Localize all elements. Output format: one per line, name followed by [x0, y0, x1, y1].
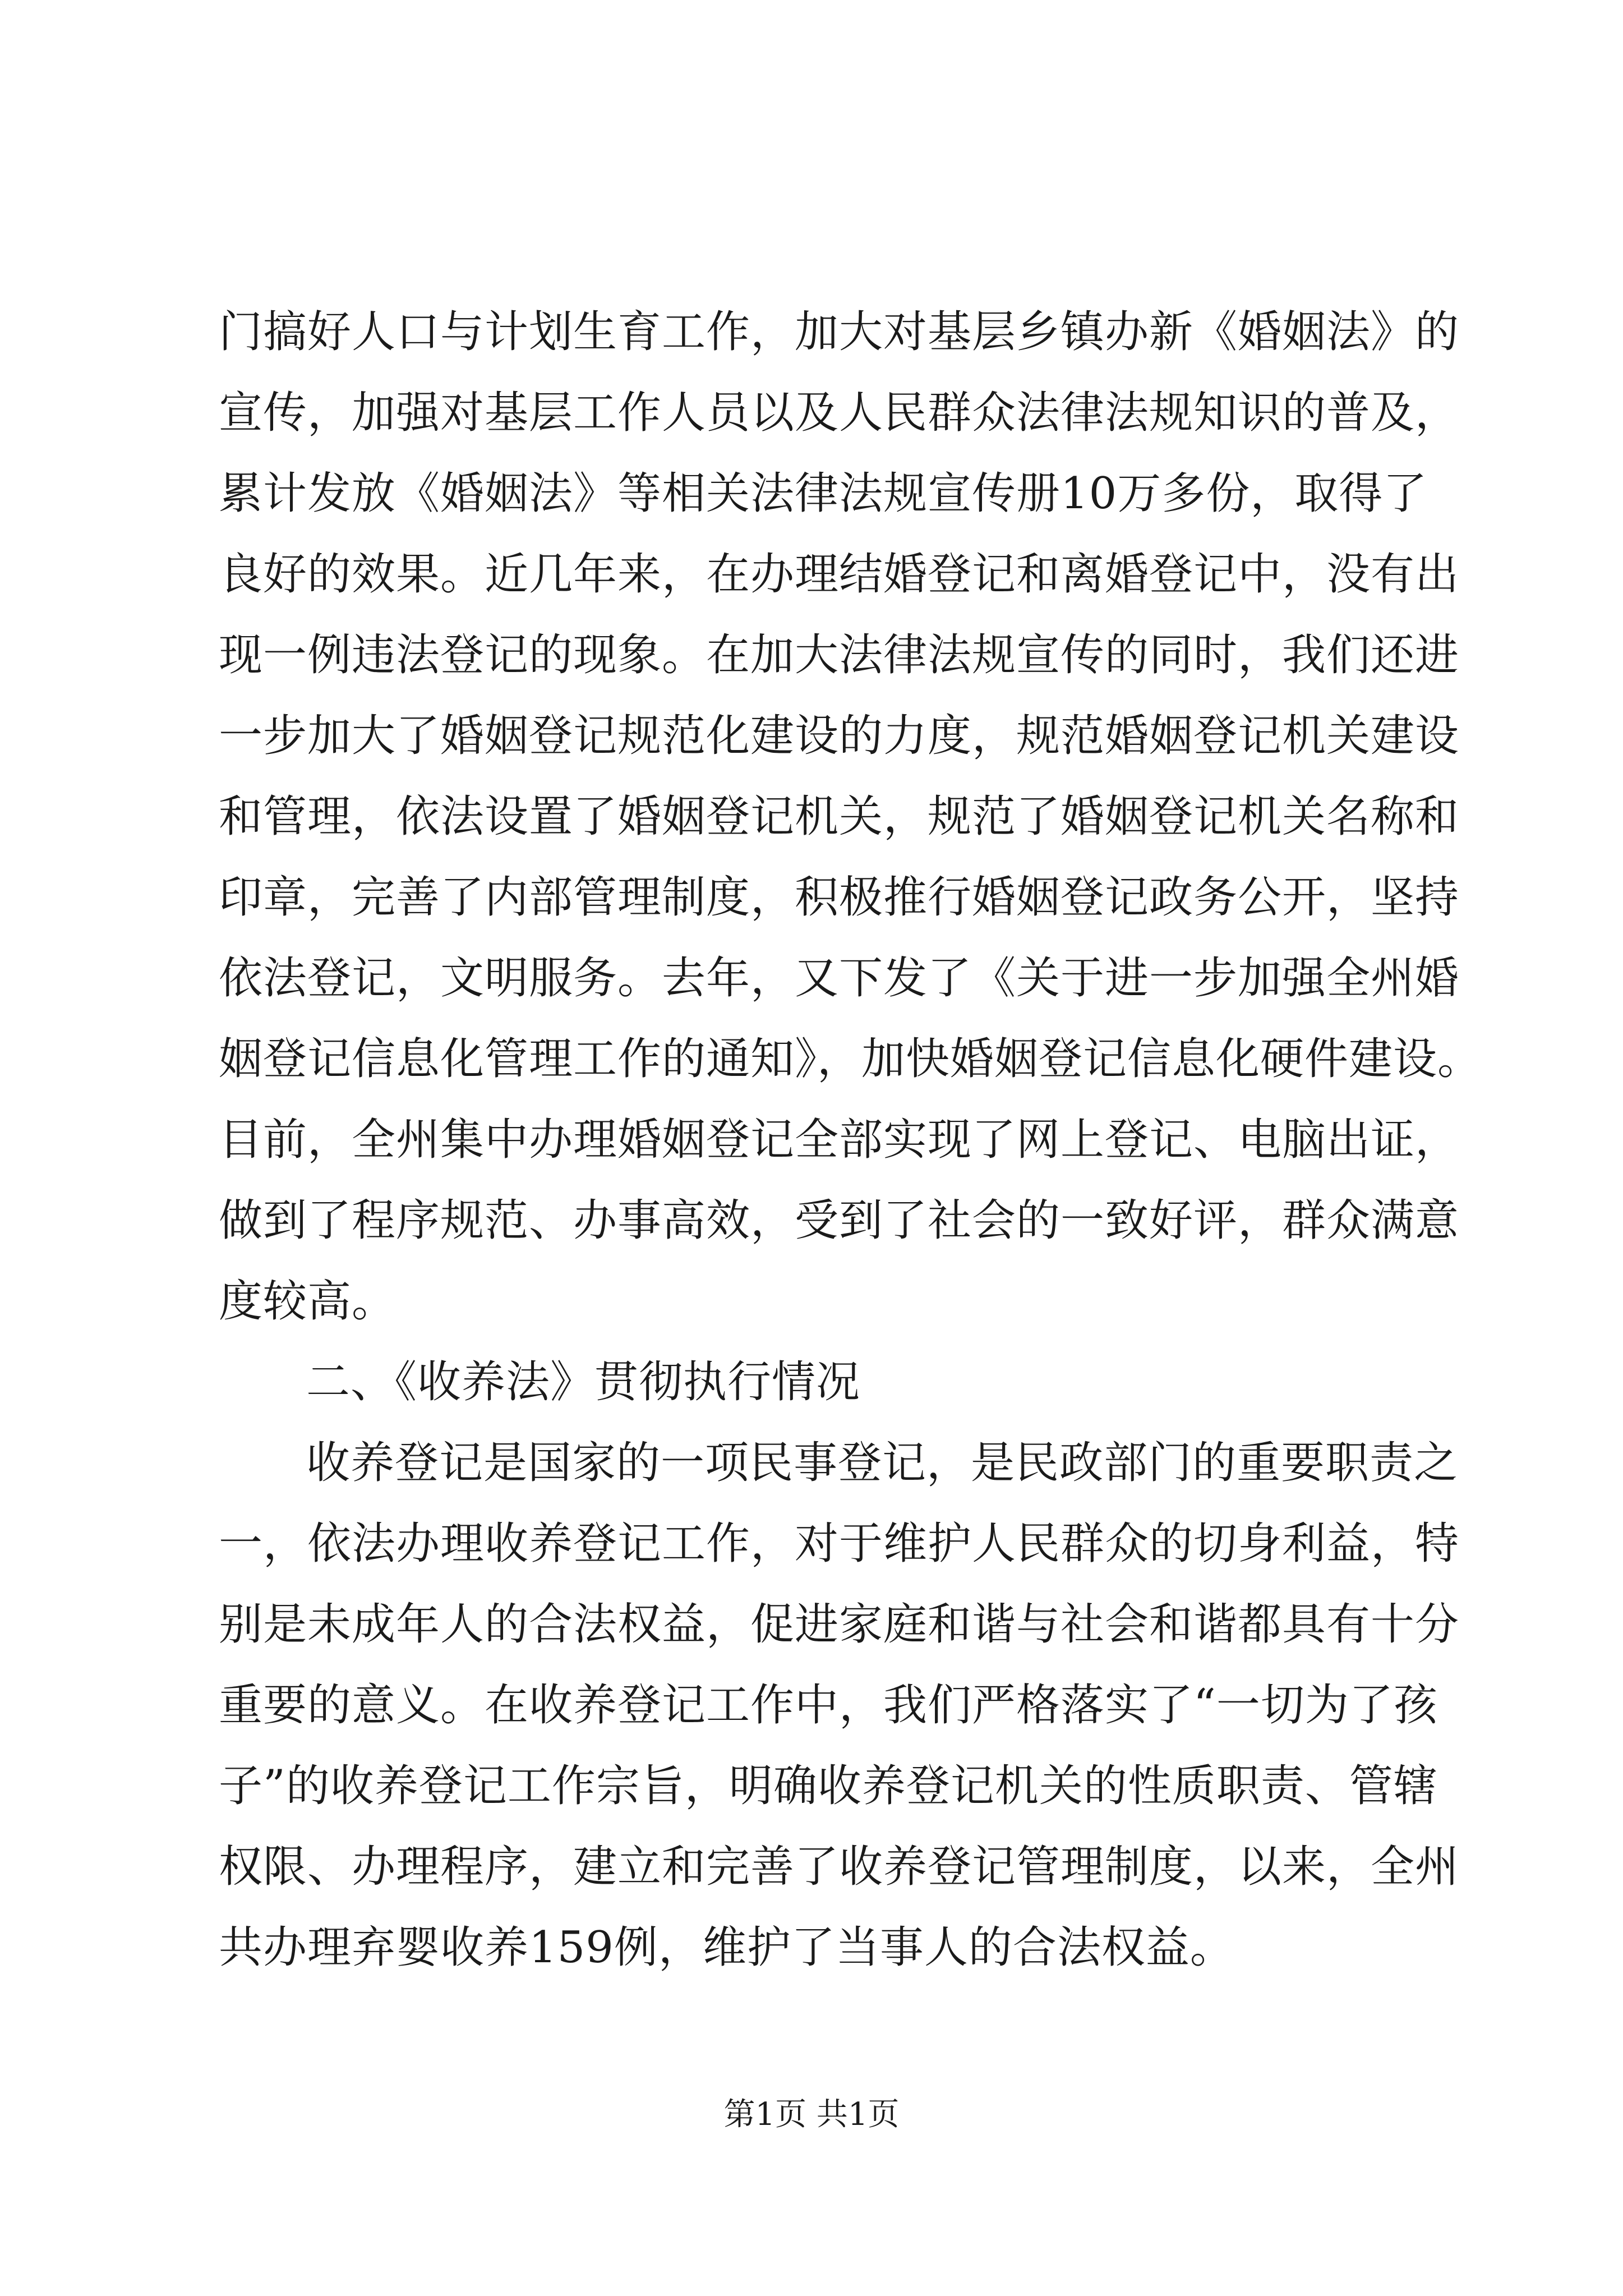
paragraph-line: 门搞好人口与计划生育工作，加大对基层乡镇办新《婚姻法》的: [219, 307, 1460, 357]
paragraph-line: 权限、办理程序，建立和完善了收养登记管理制度，以来，全州: [219, 1842, 1460, 1892]
paragraph-line: 别是未成年人的合法权益，促进家庭和谐与社会和谐都具有十分: [219, 1599, 1460, 1650]
paragraph-line: 姻登记信息化管理工作的通知》，加快婚姻登记信息化硬件建设。: [219, 1034, 1482, 1084]
paragraph-line: 宣传，加强对基层工作人员以及人民群众法律法规知识的普及，: [219, 388, 1460, 438]
document-body: [219, 292, 1482, 1988]
page-number-footer: 第1页 共1页: [723, 2096, 900, 2133]
paragraph-line: 一步加大了婚姻登记规范化建设的力度，规范婚姻登记机关建设: [219, 711, 1460, 761]
paragraph-line: 度较高。: [219, 1276, 396, 1327]
paragraph-line: 收养登记是国家的一项民事登记，是民政部门的重要职责之: [306, 1438, 1459, 1488]
paragraph-line: 累计发放《婚姻法》等相关法律法规宣传册10万多份，取得了: [219, 468, 1428, 519]
paragraph-line: 子”的收养登记工作宗旨，明确收养登记机关的性质职责、管辖: [219, 1761, 1438, 1811]
paragraph-line: 重要的意义。在收养登记工作中，我们严格落实了“一切为了孩: [219, 1680, 1438, 1731]
paragraph-line: 一，依法办理收养登记工作，对于维护人民群众的切身利益，特: [219, 1519, 1460, 1569]
paragraph-line: 共办理弃婴收养159例，维护了当事人的合法权益。: [219, 1922, 1234, 1973]
paragraph-line: 良好的效果。近几年来，在办理结婚登记和离婚登记中，没有出: [219, 549, 1460, 600]
paragraph-line: 做到了程序规范、办事高效，受到了社会的一致好评，群众满意: [219, 1195, 1460, 1246]
paragraph-line: 目前，全州集中办理婚姻登记全部实现了网上登记、电脑出证，: [219, 1115, 1460, 1165]
paragraph-line: 和管理，依法设置了婚姻登记机关，规范了婚姻登记机关名称和: [219, 792, 1460, 842]
paragraph-line: 现一例违法登记的现象。在加大法律法规宣传的同时，我们还进: [219, 630, 1460, 680]
paragraph-line: 印章，完善了内部管理制度，积极推行婚姻登记政务公开，坚持: [219, 872, 1460, 923]
section-heading: 二、《收养法》贯彻执行情况: [306, 1357, 861, 1407]
paragraph-line: 依法登记，文明服务。去年，又下发了《关于进一步加强全州婚: [219, 953, 1460, 1004]
